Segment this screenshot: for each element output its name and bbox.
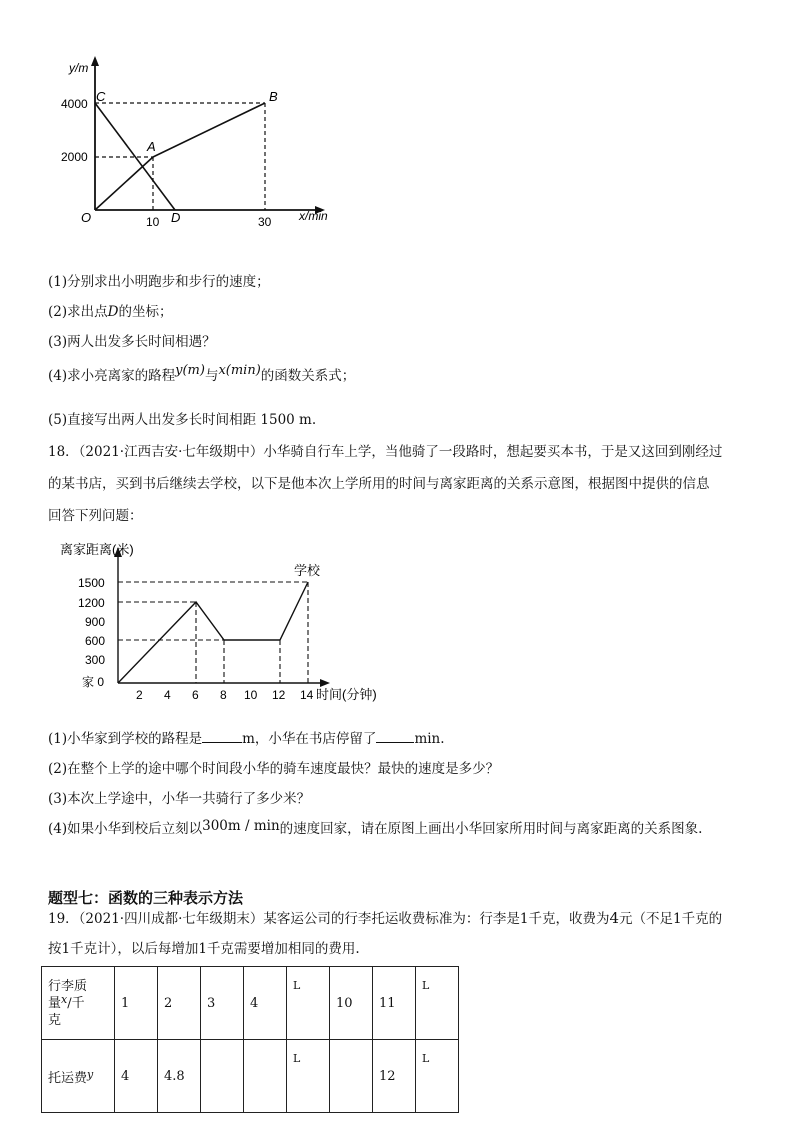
chart-2: [58, 535, 398, 705]
q18-part1: [48, 727, 445, 747]
fee-table: [41, 966, 459, 1113]
q19-line1-n1: 1: [519, 911, 529, 927]
chart1-y-arrow: [91, 56, 99, 66]
q17-part4-x: x(min): [218, 363, 261, 378]
table-cell: 1: [115, 967, 158, 1040]
q19-line1-a: 19．（2021·四川成都·七年级期末）某客运公司的行李托运收费标准为：行李是: [48, 911, 520, 927]
q18-part4: [48, 817, 702, 837]
q19-line1-c: 元（不足: [619, 911, 674, 927]
q17-part4: [48, 364, 355, 384]
table-cell: 12: [373, 1040, 416, 1113]
q18-part1-blank-1: [202, 730, 242, 743]
chart2-xtick-10: 10: [244, 688, 258, 702]
q19-line2-b: 千克计），以后每增加: [70, 941, 199, 957]
q17-part4-y: y(m): [175, 363, 205, 378]
table-cell: [330, 1040, 373, 1113]
table-cell: L: [287, 967, 330, 1040]
table-cell: 4: [244, 967, 287, 1040]
q18-part4-speed: 300m / min: [202, 818, 280, 834]
chart2-xtick-2: 2: [136, 688, 143, 702]
chart2-xtick-4: 4: [164, 688, 171, 702]
q18-intro-line1: 18．（2021·江西吉安·七年级期中）小华骑自行车上学，当他骑了一段路时，想起要买本书，于是又这回到刚经过: [48, 444, 723, 460]
q18-part3: (3)本次上学途中，小华一共骑行了多少米？: [48, 791, 311, 807]
chart2-school-label: 学校: [294, 563, 321, 578]
chart1-ytick-2000: 2000: [61, 150, 88, 164]
row2-var: y: [87, 1067, 94, 1081]
chart2-ytick-900: 900: [85, 615, 106, 629]
table-cell: 11: [373, 967, 416, 1040]
table-cell: L: [416, 1040, 459, 1113]
table-row-header: [42, 967, 115, 1040]
chart1-ylabel: y/m: [69, 61, 89, 75]
q18-part2: (2)在整个上学的途中哪个时间段小华的骑车速度最快？最快的速度是多少？: [48, 761, 500, 777]
q18-intro-line3: 回答下列问题：: [48, 508, 143, 524]
chart1-point-C: C: [96, 89, 106, 104]
row1-var: x: [61, 992, 68, 1006]
chart1-xlabel: x/min: [299, 209, 328, 223]
chart1-line-OA: [95, 157, 153, 210]
chart1-point-B: B: [269, 89, 278, 104]
chart2-ytick-600: 600: [85, 634, 106, 648]
q17-part4-text-a: (4)求小亮离家的路程: [48, 368, 176, 384]
q17-part4-text-c: 的函数关系式；: [260, 368, 356, 384]
row1-header-b: 量: [48, 995, 62, 1011]
chart2-ytick-1200: 1200: [78, 596, 105, 610]
q18-intro-line2: 的某书店，买到书后继续去学校，以下是他本次上学所用的时间与离家距离的关系示意图，根据图中提供的信息: [48, 476, 710, 492]
q19-line1-b: 千克，收费为: [528, 911, 610, 927]
chart1-point-O: O: [81, 210, 92, 225]
chart1-xtick-10: 10: [146, 215, 160, 229]
chart1-point-A: A: [147, 139, 156, 154]
chart1-xtick-30: 30: [258, 215, 272, 229]
row1-header-a: 行李质: [48, 978, 88, 994]
table-cell: 2: [158, 967, 201, 1040]
chart1-point-D: D: [171, 210, 181, 225]
q17-part1: (1)分别求出小明跑步和步行的速度；: [48, 274, 270, 290]
q18-part1-blank-2: [376, 730, 414, 743]
chart1-ytick-4000: 4000: [61, 97, 88, 111]
q18-part1-text-c: min.: [414, 731, 445, 747]
row1-header-c: /千: [67, 995, 85, 1011]
q17-part2: [48, 300, 172, 320]
table-row-header: [42, 1040, 115, 1113]
q17-part2-text-b: 的坐标；: [118, 304, 173, 320]
q19-line1: [48, 907, 722, 927]
q19-line1-d: 千克的: [681, 911, 723, 927]
q18-part4-text-b: 的速度回家，请在原图上画出小华回家所用时间与离家距离的关系图象.: [279, 821, 703, 837]
chart1-line-CD: [95, 103, 175, 210]
chart2-xtick-14: 14: [300, 688, 314, 702]
q19-line1-n2: 4: [609, 909, 620, 927]
q19-line2-n: 1: [61, 941, 71, 957]
q19-line2-n2: 1: [198, 941, 207, 957]
section-title: 题型七：函数的三种表示方法: [48, 889, 244, 907]
chart2-xtick-8: 8: [220, 688, 227, 702]
table-cell: 3: [201, 967, 244, 1040]
q19-line2-final: [48, 937, 360, 957]
table-row: [42, 967, 459, 1040]
q19-line2-a: 按: [48, 941, 62, 957]
chart2-origin-label: 家 0: [82, 675, 105, 689]
chart2-xtick-12: 12: [272, 688, 286, 702]
table-cell: 10: [330, 967, 373, 1040]
q19-line1-n3: 1: [673, 911, 682, 927]
q17-part5: (5)直接写出两人出发多长时间相距 1500 m.: [48, 412, 317, 428]
chart1-line-AB: [153, 103, 265, 157]
table-cell: 4.8: [158, 1040, 201, 1113]
table-cell: [244, 1040, 287, 1113]
chart-1: [55, 50, 385, 260]
table-cell: 4: [115, 1040, 158, 1113]
q18-part4-text-a: (4)如果小华到校后立刻以: [48, 821, 203, 837]
chart2-ytick-300: 300: [85, 653, 106, 667]
q18-part1-text-b: m，小华在书店停留了: [242, 731, 377, 747]
q19-line2-c: 千克需要增加相同的费用.: [206, 941, 360, 957]
chart2-ylabel: 离家距离(米): [60, 542, 134, 557]
q17-part3: (3)两人出发多长时间相遇？: [48, 334, 216, 350]
table-cell: L: [287, 1040, 330, 1113]
chart2-x-arrow: [320, 679, 330, 687]
row1-header-d: 克: [48, 1012, 62, 1028]
table-cell: L: [416, 967, 459, 1040]
q17-part2-var: D: [107, 304, 119, 320]
chart2-xtick-6: 6: [192, 688, 199, 702]
q18-part1-text-a: (1)小华家到学校的路程是: [48, 731, 203, 747]
table-cell: [201, 1040, 244, 1113]
q17-part2-text-a: (2)求出点: [48, 304, 108, 320]
chart2-ytick-1500: 1500: [78, 576, 105, 590]
row2-header: 托运费: [48, 1070, 88, 1086]
q17-part4-text-b: 与: [204, 368, 219, 384]
table-row: [42, 1040, 459, 1113]
chart2-xlabel: 时间(分钟): [316, 687, 377, 702]
